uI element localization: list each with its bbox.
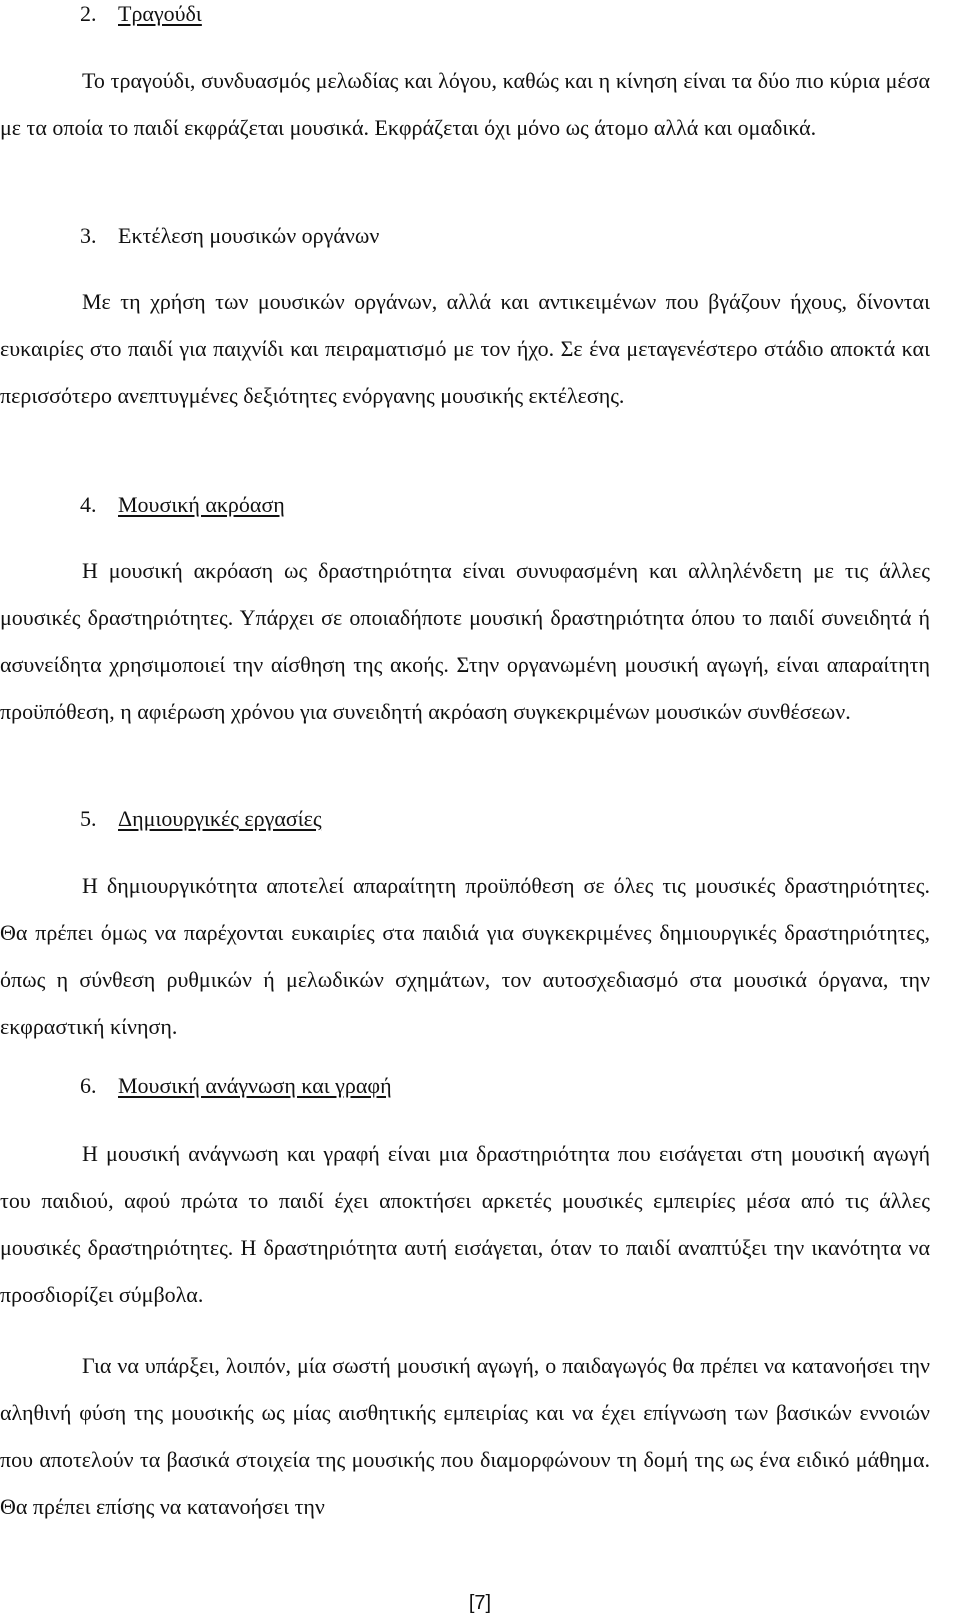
section-paragraph-5: Η δημιουργικότητα αποτελεί απαραίτητη προϋπόθεση σε όλες τις μουσικές δραστηριότητες. Θα πρέπει όμως να παρέχονται ευκαιρίες στα παιδιά για συγκεκριμένες δημιουργικές δραστηριότητες, όπως η σύνθεση ρυθμικών ή μελωδικών σχημάτων, τον αυτοσχεδιασμό στα μουσικά όργανα, την εκφραστική κίνηση.	[0, 873, 930, 1039]
section-title: Μουσική ακρόαση	[118, 492, 285, 517]
section-paragraph-3: Με τη χρήση των μουσικών οργάνων, αλλά και αντικειμένων που βγάζουν ήχους, δίνονται ευκαιρίες στο παιδί για παιχνίδι και πειραματισμό με τον ήχο. Σε ένα μεταγενέστερο στάδιο αποκτά και περισσότερο ανεπτυγμένες δεξιότητες ενόργανης μουσικής εκτέλεσης.	[0, 289, 930, 408]
section-number: 5.	[80, 806, 97, 831]
section-number: 6.	[80, 1073, 97, 1098]
section-number: 3.	[80, 223, 97, 248]
section-number: 2.	[80, 1, 97, 26]
page-number: [7]	[468, 1592, 492, 1614]
section-heading-6	[80, 1072, 392, 1100]
section-heading-2	[80, 0, 202, 28]
section-paragraph-4: Η μουσική ακρόαση ως δραστηριότητα είναι συνυφασμένη και αλληλένδετη με τις άλλες μουσικές δραστηριότητες. Υπάρχει σε οποιαδήποτε μουσική δραστηριότητα όπου το παιδί συνειδητά ή ασυνείδητα χρησιμοποιεί την αίσθηση της ακοής. Στην οργανωμένη μουσική αγωγή, είναι απαραίτητη προϋπόθεση, η αφιέρωση χρόνου για συνειδητή ακρόαση συγκεκριμένων μουσικών συνθέσεων.	[0, 558, 930, 724]
section-title: Τραγούδι	[118, 1, 202, 26]
section-paragraph-6: Η μουσική ανάγνωση και γραφή είναι μια δραστηριότητα που εισάγεται στη μουσική αγωγή του παιδιού, αφού πρώτα το παιδί έχει αποκτήσει αρκετές μουσικές εμπειρίες μέσα από τις άλλες μουσικές δραστηριότητες. Η δραστηριότητα αυτή εισάγεται, όταν το παιδί αναπτύξει την ικανότητα να προσδιορίζει σύμβολα.	[0, 1141, 930, 1307]
section-heading-4	[80, 491, 285, 519]
section-title: Μουσική ανάγνωση και γραφή	[118, 1073, 392, 1098]
section-heading-3	[80, 222, 379, 250]
section-heading-5	[80, 805, 322, 833]
closing-paragraph: Για να υπάρξει, λοιπόν, μία σωστή μουσική αγωγή, ο παιδαγωγός θα πρέπει να κατανοήσει την αληθινή φύση της μουσικής ως μίας αισθητικής εμπειρίας και να έχει επίγνωση των βασικών εννοιών που αποτελούν τα βασικά στοιχεία της μουσικής που διαμορφώνουν τη δομή της ως ένα ειδικό μάθημα. Θα πρέπει επίσης να κατανοήσει την	[0, 1353, 930, 1519]
section-paragraph-2: Το τραγούδι, συνδυασμός μελωδίας και λόγου, καθώς και η κίνηση είναι τα δύο πιο κύρια μέσα με τα οποία το παιδί εκφράζεται μουσικά. Εκφράζεται όχι μόνο ως άτομο αλλά και ομαδικά.	[0, 68, 930, 140]
section-title: Εκτέλεση μουσικών οργάνων	[118, 223, 380, 248]
section-number: 4.	[80, 492, 97, 517]
section-title: Δημιουργικές εργασίες	[118, 806, 322, 831]
